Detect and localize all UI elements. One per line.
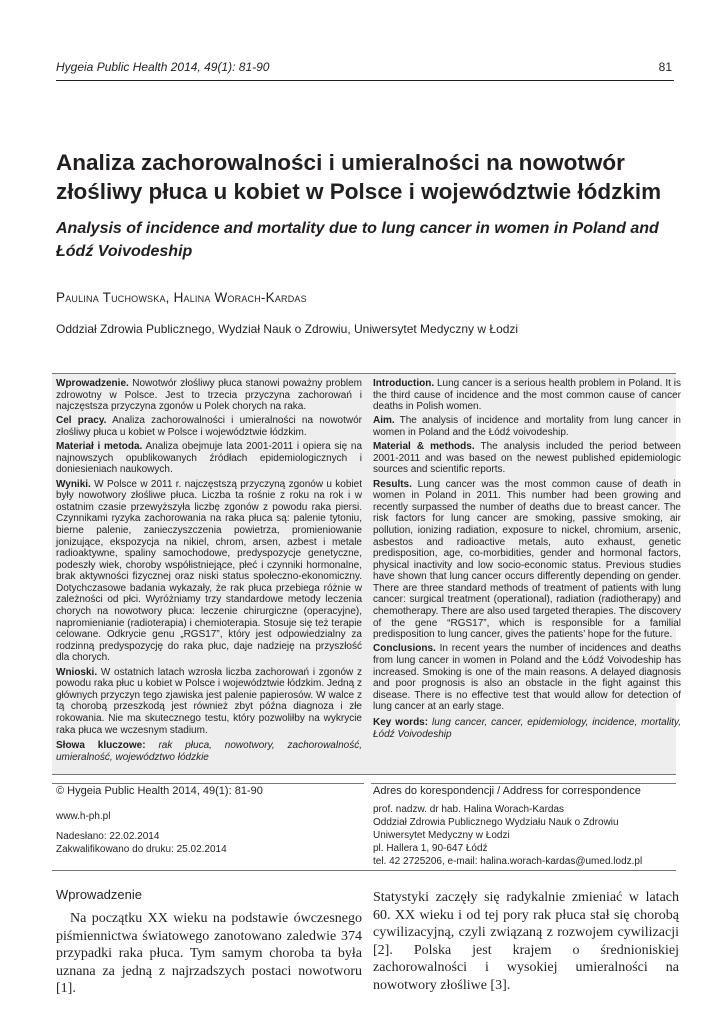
abstract-polish — [56, 378, 362, 766]
page-number: 81 — [658, 60, 672, 74]
abstract-text: Nowotwór złośliwy płuca stanowi poważny problem zdrowotny w Polsce. Jest to trzecia przyczyna zachorowań i najczęstsza przyczyna zgonów u Polek chorych na raka. — [56, 378, 362, 413]
abstract-paragraph — [373, 643, 681, 713]
copyright-line: © Hygeia Public Health 2014, 49(1): 81-90 — [56, 785, 263, 797]
abstract-text: Analiza zachorowalności i umieralności na nowotwór złośliwy płuca u kobiet w Polsce i województwie łódzkim. — [56, 415, 362, 438]
correspondence-line: Oddział Zdrowia Publicznego Wydziału Nauk o Zdrowiu — [373, 817, 619, 828]
abstract-label: Introduction. — [373, 378, 435, 389]
keywords-text: lung cancer, cancer, epidemiology, incidence, mortality, Łódź Voivodeship — [373, 717, 681, 740]
correspondence-line: prof. nadzw. dr hab. Halina Worach-Kardas — [373, 804, 565, 815]
correspondence-line: tel. 42 2725206, e-mail: halina.worach-kardas@umed.lodz.pl — [373, 856, 643, 867]
body-text-right: Statystyki zaczęły się radykalnie zmieniać w latach 60. XX wieku i od tej pory rak płuca stał się chorobą cywilizacyjną, czyli związaną z rozwojem cywilizacji [2]. Polska jest krajem o średnioniskiej zachorowalności i wysokiej umieralności na nowotwory złośliwe [3]. — [373, 890, 679, 993]
abstract-paragraph — [373, 717, 681, 740]
abstract-text: W ostatnich latach wzrosła liczba zachorowań i zgonów z powodu raka płuc u kobiet w Polsce i województwie łódzkim. Jedną z głównych przyczyn tego zjawiska jest palenie papierosów. W walce z tą chorobą przeszkodą jest również zbyt późna diagnoza i złe rokowania. Nie ma skutecznego testu, który pozwoliłby na wykrycie raka płuca we wczesnym stadium. — [56, 666, 362, 736]
received-date: Nadesłano: 22.02.2014 — [56, 831, 160, 842]
abstract-label: Słowa kluczowe: — [56, 740, 146, 752]
abstract-text: In recent years the number of incidences and deaths from lung cancer in women in Poland and the Łódź Voivodeship has increased. Smoking is one of the main reasons. A delayed diagnosis and poor prognosis is also an obstacle in the fight against this disease. There is no effective test that would allow for detection of lung cancer at an early stage. — [373, 643, 681, 713]
footer-rule-left — [52, 783, 364, 784]
abstract-label: Key words: — [373, 717, 429, 728]
section-heading: Wprowadzenie — [56, 887, 142, 902]
abstract-english — [373, 378, 681, 743]
affiliation: Oddział Zdrowia Publicznego, Wydział Nauk o Zdrowiu, Uniwersytet Medyczny w Łodzi — [56, 322, 519, 336]
abstract-paragraph — [56, 378, 362, 413]
abstract-paragraph — [56, 441, 362, 476]
abstract-paragraph — [373, 479, 681, 641]
footer-rule-right — [371, 783, 676, 784]
body-text-left: Na początku XX wieku na podstawie ówczesnego piśmiennictwa światowego zanotowano zaledwie 374 przypadki raka płuca. Tym samym choroba ta była uznana za jedną z najrzadszych postaci nowotworu [1]. — [56, 911, 362, 996]
abstract-text: Lung cancer was the most common cause of death in women in Poland in 2011. This number had been growing and recently surpassed the number of deaths due to breast cancer. The risk factors for lung cancer are smoking, passive smoking, air pollution, ionizing radiation, exposure to nickel, chromium, arsenic, asbestos and radioactive metals, auto exhaust, genetic predisposition, age, co-morbidities, gender and hormonal factors, physical inactivity and low socio-economic status. Previous studies have shown that lung cancer occurs differently depending on gender. There are three standard methods of treatment of patients with lung cancer: surgical treatment (operational), radiation (radiotherapy) and chemotherapy. There are also used targeted therapies. The discovery of the gene “RGS17”, which is responsible for a familial predisposition to lung cancer, gives the patients’ hope for the future. — [373, 478, 681, 641]
footer-bottom-rule — [52, 870, 676, 871]
abstract-paragraph — [56, 479, 362, 665]
accepted-date: Zakwalifikowano do druku: 25.02.2014 — [56, 844, 227, 855]
header-rule — [56, 80, 674, 81]
article-title-polish: Analiza zachorowalności i umieralności na nowotwór złośliwy płuca u kobiet w Polsce i województwie łódzkim — [56, 150, 662, 204]
abstract-paragraph — [373, 441, 681, 476]
submission-dates — [56, 830, 227, 856]
abstract-paragraph — [373, 415, 681, 438]
abstract-text: The analysis of incidence and mortality from lung cancer in women in Poland and the Łódź voivodeship. — [373, 415, 681, 438]
abstract-text: W Polsce w 2011 r. najczęstszą przyczyną zgonów u kobiet były nowotwory złośliwe płuca. Liczba ta rośnie z roku na rok i w ostatnim czasie przewyższyła liczbę zgonów z powodu raka piersi. Czynnikami ryzyka zachorowania na raka płuca są: palenie tytoniu, bierne palenie, zanieczyszczenia powietrza, promieniowanie jonizujące, ekspozycja na nikiel, chrom, arsen, azbest i metale radioaktywne, spaliny samochodowe, predyspozycje genetyczne, podeszły wiek, choroby współistniejące, płeć i czynniki hormonalne, brak aktywności fizycznej oraz niski status społeczno-ekonomiczny. Dotychczasowe badania wykazały, że rak płuca przebiega różnie w zależności od płci. Wyróżniamy trzy standardowe metody leczenia chorych na nowotwory płuca: leczenie chirurgiczne (operacyjne), napromienianie (radioterapia) i chemioterapia. Stosuje się też terapie celowane. Odkrycie genu „RGS17”, który jest odpowiedzialny za rodzinną predyspozycję do raka płuc, daje nadzieję na przyszłość dla chorych. — [56, 478, 362, 664]
abstract-label: Aim. — [373, 415, 395, 427]
abstract-text: The analysis included the period between 2001-2011 and was based on the newest published epidemiologic sources and scientific reports. — [373, 441, 681, 476]
journal-website-link[interactable]: www.h-ph.pl — [56, 811, 111, 822]
abstract-label: Materiał i metoda. — [56, 441, 143, 453]
correspondence-line: Uniwersytet Medyczny w Łodzi — [373, 830, 510, 841]
abstract-paragraph — [56, 740, 362, 763]
abstract-label: Cel pracy. — [56, 415, 107, 427]
correspondence-heading: Adres do korespondencji / Address for correspondence — [373, 785, 641, 797]
abstract-label: Results. — [373, 478, 412, 490]
abstract-label: Conclusions. — [373, 643, 436, 655]
abstract-text: Analiza obejmuje lata 2001-2011 i opiera się na najnowszych opublikowanych źródłach epidemiologicznych i doniesieniach naukowych. — [56, 441, 363, 476]
keywords-text: rak płuca, nowotwory, zachorowalność, umieralność, województwo łódzkie — [56, 740, 362, 763]
abstract-label: Wyniki. — [56, 478, 91, 490]
correspondence-address — [373, 803, 642, 868]
abstract-paragraph — [56, 415, 362, 438]
article-title-english: Analysis of incidence and mortality due to lung cancer in women in Poland and Łódź Voivodeship — [56, 220, 659, 260]
abstract-label: Material & methods. — [373, 441, 475, 453]
abstract-paragraph — [373, 378, 681, 413]
abstract-label: Wprowadzenie. — [56, 378, 129, 389]
authors: Paulina Tuchowska, Halina Worach-Kardas — [56, 290, 307, 305]
abstract-text: Lung cancer is a serious health problem in Poland. It is the third cause of incidence and the most common cause of cancer deaths in Polish women. — [373, 378, 681, 413]
abstract-label: Wnioski. — [56, 666, 98, 678]
correspondence-line: pl. Hallera 1, 90-647 Łódź — [373, 843, 488, 854]
abstract-paragraph — [56, 667, 362, 737]
running-head: Hygeia Public Health 2014, 49(1): 81-90 — [56, 60, 270, 74]
